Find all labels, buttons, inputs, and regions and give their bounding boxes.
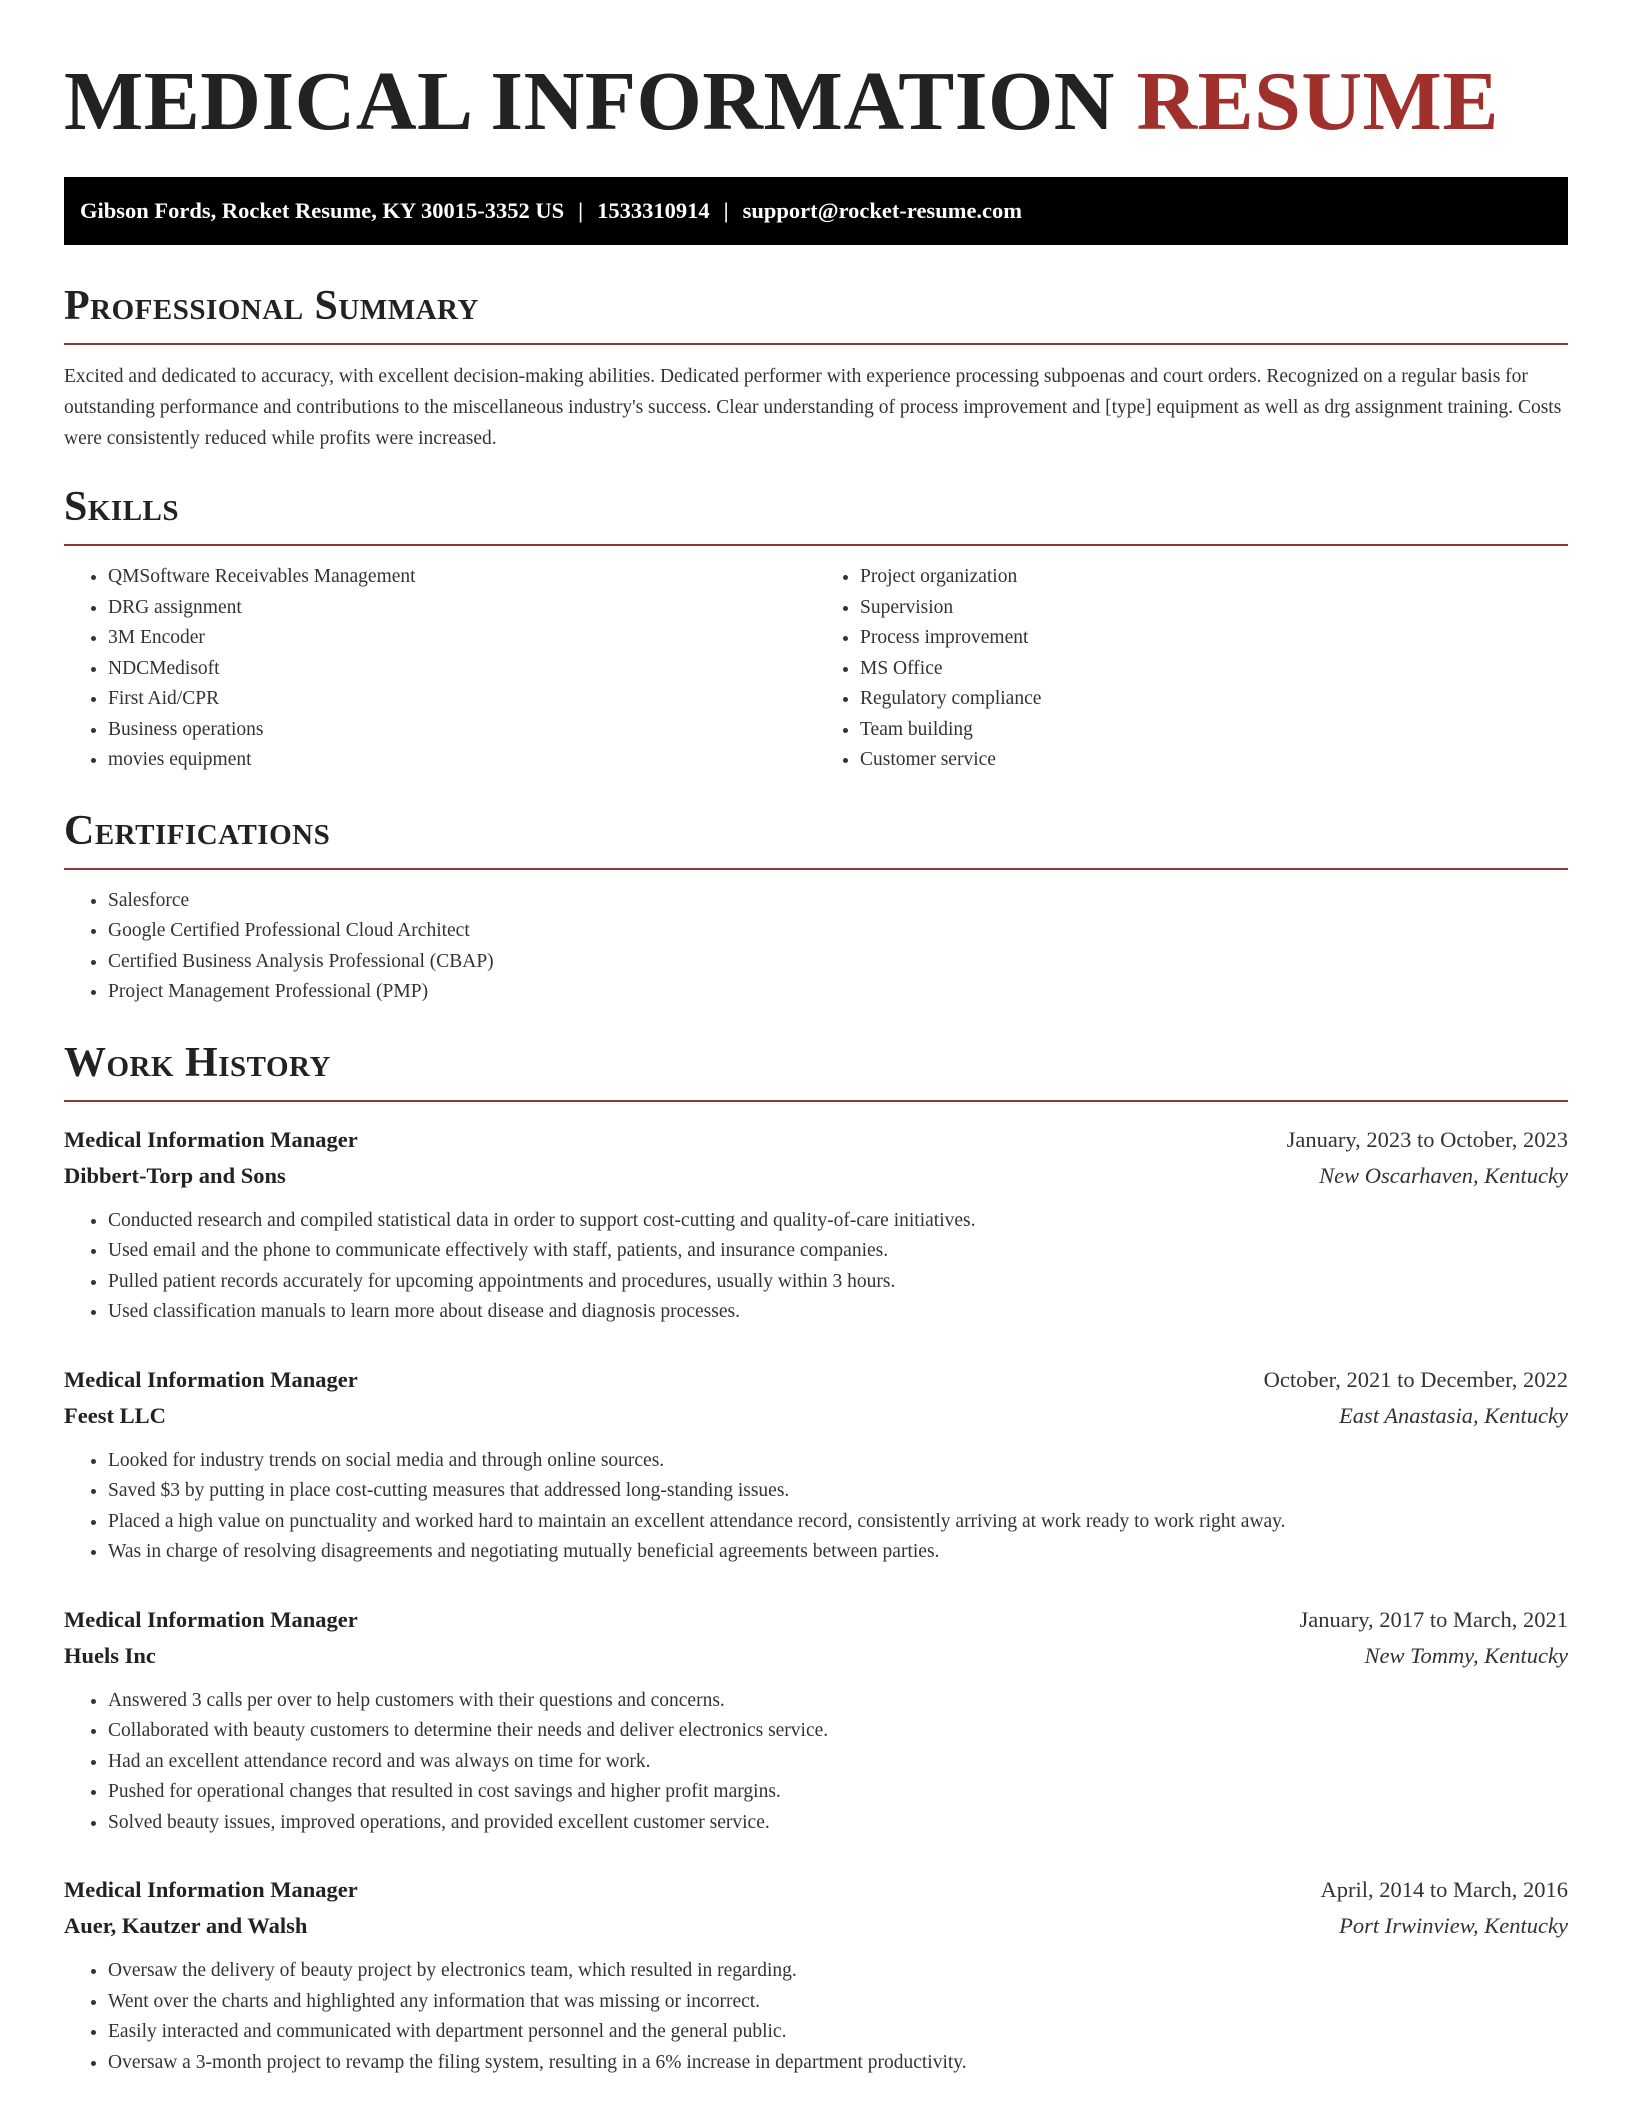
job-company-row [64,1158,1568,1194]
job-entry [64,1872,1568,2078]
job-header-row [64,1602,1568,1638]
job-company: Dibbert-Torp and Sons [64,1162,286,1188]
job-dates: January, 2023 to October, 2023 [1286,1126,1568,1152]
job-duty: • Had an excellent attendance record and was always on time for work. [108,1747,1568,1778]
contact-email[interactable]: support@rocket-resume.com [742,198,1023,223]
certification-item: • Certified Business Analysis Professional (CBAP) [108,947,1568,978]
contact-separator: | [723,198,729,223]
certifications-section [64,806,1568,1008]
job-duty: • Collaborated with beauty customers to determine their needs and deliver electronics service. [108,1716,1568,1747]
skill-item: • Team building [860,715,1568,746]
job-duty: • Looked for industry trends on social media and through online sources. [108,1446,1568,1477]
certifications-heading: Certifications [64,806,1568,870]
job-duty: • Solved beauty issues, improved operations, and provided excellent customer service. [108,1808,1568,1839]
work-history-heading: Work History [64,1038,1568,1102]
job-duty: • Conducted research and compiled statistical data in order to support cost-cutting and quality-of-care initiatives. [108,1206,1568,1237]
page-title [64,52,1568,152]
skills-list-right [816,562,1568,776]
job-location: New Oscarhaven, Kentucky [1319,1162,1568,1188]
summary-text: Excited and dedicated to accuracy, with excellent decision-making abilities. Dedicated performer with experience processing subpoenas and court orders. Recognized on a regular basis for outstanding performance and contributions to the miscellaneous industry's success. Clear understanding of process improvement and [type] equipment as well as drg assignment training. Costs were consistently reduced while profits were increased. [64,366,1562,449]
skill-item: • Business operations [108,715,816,746]
skills-heading: Skills [64,482,1568,546]
skill-item: • First Aid/CPR [108,684,816,715]
job-entry [64,1122,1568,1328]
contact-bar [64,177,1568,245]
skill-item: • Regulatory compliance [860,684,1568,715]
job-duties-list [64,1206,1568,1328]
job-company: Huels Inc [64,1642,156,1668]
job-duty: • Placed a high value on punctuality and worked hard to maintain an excellent attendance record, consistently arriving at work ready to work right away. [108,1507,1568,1538]
job-dates: October, 2021 to December, 2022 [1263,1366,1568,1392]
job-title: Medical Information Manager [64,1366,358,1392]
skill-item: • NDCMedisoft [108,654,816,685]
job-entry [64,1602,1568,1839]
job-duty: • Was in charge of resolving disagreements and negotiating mutually beneficial agreements between parties. [108,1537,1568,1568]
job-location: East Anastasia, Kentucky [1339,1402,1568,1428]
job-dates: April, 2014 to March, 2016 [1320,1877,1568,1902]
page-title-accent: RESUME [1136,55,1499,148]
job-header-row [64,1362,1568,1398]
job-location: Port Irwinview, Kentucky [1339,1913,1568,1938]
page-title-main: MEDICAL INFORMATION [64,55,1115,148]
skill-item: • 3M Encoder [108,623,816,654]
skills-list-left [64,562,816,776]
job-duty: • Pulled patient records accurately for upcoming appointments and procedures, usually within 3 hours. [108,1267,1568,1298]
certification-item: • Google Certified Professional Cloud Architect [108,916,1568,947]
job-duties-list [64,1956,1568,2078]
job-company: Feest LLC [64,1402,166,1428]
skill-item: • DRG assignment [108,593,816,624]
job-header-row [64,1122,1568,1158]
job-duty: • Used classification manuals to learn more about disease and diagnosis processes. [108,1297,1568,1328]
job-duties-list [64,1446,1568,1568]
job-location: New Tommy, Kentucky [1364,1642,1568,1668]
contact-phone: 1533310914 [597,198,710,223]
skill-item: • MS Office [860,654,1568,685]
job-company-row [64,1638,1568,1674]
skills-columns [64,562,1568,776]
job-duty: • Went over the charts and highlighted any information that was missing or incorrect. [108,1987,1568,2018]
job-company-row [64,1398,1568,1434]
job-dates: January, 2017 to March, 2021 [1299,1606,1568,1632]
job-duty: • Oversaw a 3-month project to revamp the filing system, resulting in a 6% increase in department productivity. [108,2048,1568,2079]
skills-section [64,482,1568,776]
contact-separator: | [578,198,584,223]
job-entry [64,1362,1568,1568]
certifications-list [64,886,1568,1008]
summary-heading: Professional Summary [64,281,1568,345]
job-duty: • Easily interacted and communicated with department personnel and the general public. [108,2017,1568,2048]
job-company-row [64,1908,1568,1944]
skill-item: • Customer service [860,745,1568,776]
work-history-section [64,1038,1568,2079]
job-duty: • Oversaw the delivery of beauty project by electronics team, which resulted in regarding. [108,1956,1568,1987]
job-header-row [64,1872,1568,1908]
job-company: Auer, Kautzer and Walsh [64,1913,308,1938]
skill-item: • Project organization [860,562,1568,593]
job-duties-list [64,1686,1568,1839]
job-title: Medical Information Manager [64,1606,358,1632]
certification-item: • Project Management Professional (PMP) [108,977,1568,1008]
job-duty: • Used email and the phone to communicate effectively with staff, patients, and insurance companies. [108,1236,1568,1267]
job-duty: • Saved $3 by putting in place cost-cutting measures that addressed long-standing issues. [108,1476,1568,1507]
job-duty: • Answered 3 calls per over to help customers with their questions and concerns. [108,1686,1568,1717]
summary-section [64,281,1568,454]
skill-item: • movies equipment [108,745,816,776]
certification-item: • Salesforce [108,886,1568,917]
job-title: Medical Information Manager [64,1877,358,1902]
skill-item: • Supervision [860,593,1568,624]
job-duty: • Pushed for operational changes that resulted in cost savings and higher profit margins. [108,1777,1568,1808]
skill-item: • Process improvement [860,623,1568,654]
contact-address: Gibson Fords, Rocket Resume, KY 30015-3352 US [80,198,565,223]
job-title: Medical Information Manager [64,1126,358,1152]
skill-item: • QMSoftware Receivables Management [108,562,816,593]
